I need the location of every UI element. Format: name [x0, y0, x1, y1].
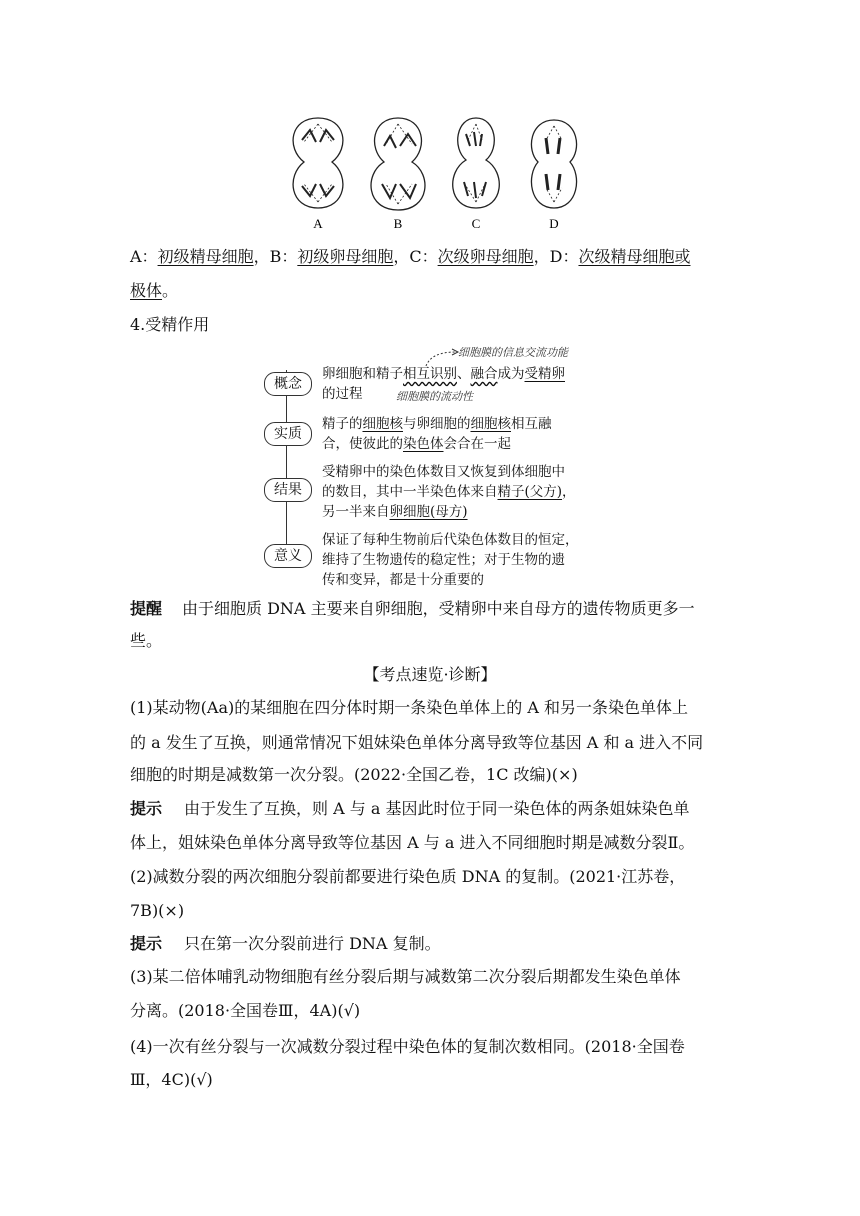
reminder-text: 由于细胞质 DNA 主要来自卵细胞，受精卵中来自母方的遗传物质更多一: [182, 599, 695, 618]
hint-2-label: 提示: [130, 934, 163, 953]
q4-line-2: Ⅲ，4C)(√): [130, 1070, 213, 1089]
reminder-line-2: 些。: [130, 631, 163, 650]
h1-line-2: 体上，姐妹染色单体分离导致等位基因 A 与 a 进入不同细胞时期是减数分裂Ⅱ。: [130, 833, 695, 852]
cells-caption-line-1: [130, 246, 690, 268]
q1-line-1: (1)某动物(Aa)的某细胞在四分体时期一条染色单体上的 A 和另一条染色单体上: [130, 698, 688, 717]
caption-d-prefix: ，D：: [533, 247, 579, 266]
result-line-1: 受精卵中的染色体数目又恢复到体细胞中: [322, 464, 565, 480]
fertilization-diagram: [262, 342, 612, 586]
tag-result: 结果: [264, 478, 312, 502]
meaning-line-2: 维持了生物遗传的稳定性；对于生物的遗: [322, 552, 565, 568]
tag-essence: 实质: [264, 422, 312, 446]
cell-a: [293, 118, 343, 208]
concept-line-2: 的过程: [322, 386, 363, 402]
h1-line-1: [130, 798, 689, 820]
cell-division-figure: [280, 110, 580, 235]
hint-1-text: 由于发生了互换，则 A 与 a 基因此时位于同一染色体的两条姐妹染色单: [184, 799, 690, 818]
caption-b-value: 初级卵母细胞: [297, 247, 394, 266]
tag-meaning: 意义: [264, 544, 312, 568]
caption-d-value: 次级精母细胞或: [578, 247, 691, 266]
tag-concept: 概念: [264, 372, 312, 396]
note-top: 细胞膜的信息交流功能: [458, 346, 568, 359]
meaning-line-3: 传和变异，都是十分重要的: [322, 572, 484, 588]
meaning-line-1: 保证了每种生物前后代染色体数目的恒定，: [322, 532, 579, 548]
q1-line-2: 的 a 发生了互换，则通常情况下姐妹染色单体分离导致等位基因 A 和 a 进入不同: [130, 733, 704, 752]
figure-label-a: A: [313, 216, 323, 231]
caption-b-prefix: ，B：: [253, 247, 298, 266]
q3-line-1: (3)某二倍体哺乳动物细胞有丝分裂后期与减数第二次分裂后期都发生染色单体: [130, 967, 681, 986]
caption-d-value-cont: 极体: [130, 281, 163, 300]
cell-d: [531, 120, 576, 208]
note-bottom: 细胞膜的流动性: [396, 390, 473, 403]
caption-end: 。: [162, 281, 179, 300]
section-4-title: 4.受精作用: [130, 315, 210, 334]
hint-2-text: 只在第一次分裂前进行 DNA 复制。: [184, 934, 441, 953]
result-line-3: 另一半来自卵细胞(母方): [322, 504, 468, 520]
essence-line-2: 合，使彼此的染色体会合在一起: [322, 436, 511, 452]
section-heading: 【考点速览·诊断】: [363, 665, 497, 684]
reminder-label: 提醒: [130, 599, 163, 618]
caption-a-value: 初级精母细胞: [157, 247, 254, 266]
hint-1-label: 提示: [130, 799, 163, 818]
diagram-connector: [286, 370, 287, 560]
reminder-line-1: [130, 598, 695, 620]
cells-caption-line-2: [130, 280, 178, 302]
h2-line-1: [130, 933, 441, 955]
essence-line-1: 精子的细胞核与卵细胞的细胞核相互融: [322, 416, 552, 432]
cell-b: [371, 118, 425, 210]
q2-line-2: 7B)(×): [130, 901, 185, 920]
caption-c-prefix: ，C：: [393, 247, 438, 266]
q1-line-3: 细胞的时期是减数第一次分裂。(2022·全国乙卷，1C 改编)(×): [130, 765, 578, 784]
q3-line-2: 分离。(2018·全国卷Ⅲ，4A)(√): [130, 1001, 361, 1020]
q2-line-1: (2)减数分裂的两次细胞分裂前都要进行染色质 DNA 的复制。(2021·江苏卷，: [130, 867, 686, 886]
figure-label-d: D: [549, 216, 559, 231]
cell-c: [453, 118, 500, 208]
figure-label-b: B: [393, 216, 403, 231]
concept-line-1: 卵细胞和精子相互识别、融合成为受精卵: [322, 366, 565, 382]
q4-line-1: (4)一次有丝分裂与一次减数分裂过程中染色体的复制次数相同。(2018·全国卷: [130, 1037, 685, 1056]
caption-c-value: 次级卵母细胞: [437, 247, 534, 266]
figure-label-c: C: [471, 216, 481, 231]
result-line-2: 的数目，其中一半染色体来自精子(父方)，: [322, 484, 576, 500]
caption-a-prefix: A：: [130, 247, 158, 266]
